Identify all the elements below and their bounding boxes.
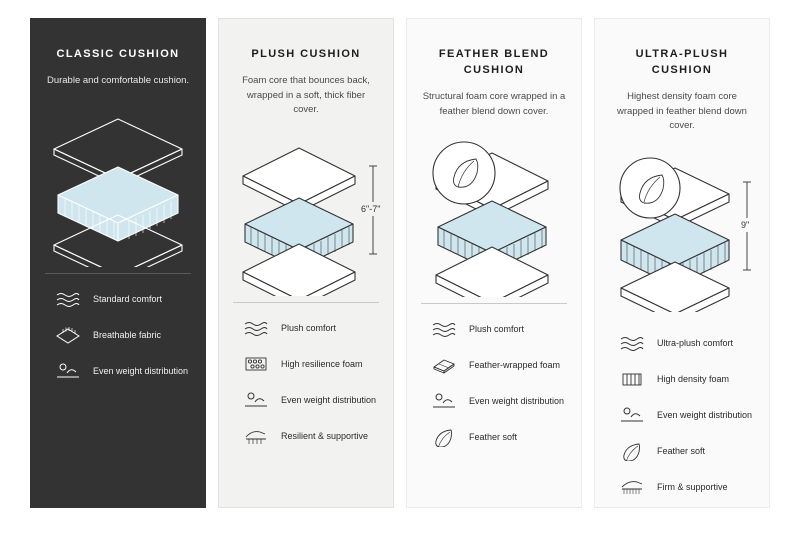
feature-label: Feather-wrapped foam [469, 360, 561, 371]
even-weight-icon [53, 358, 83, 384]
product-card-classic-cushion[interactable] [30, 18, 206, 508]
feature-label: Even weight distribution [93, 365, 189, 376]
product-card-ultra-plush-cushion[interactable] [594, 18, 770, 508]
divider [233, 302, 379, 303]
feature-label: Firm & supportive [657, 481, 728, 492]
feature-label: Even weight distribution [281, 395, 377, 406]
card-title: FEATHER BLEND CUSHION [438, 48, 550, 76]
divider [421, 303, 567, 304]
feature-item [429, 424, 567, 450]
feature-label: Plush comfort [469, 324, 525, 335]
cushion-layer-illustration [229, 126, 383, 296]
feature-item [53, 286, 191, 312]
dimension-label: 6"-7" [361, 204, 381, 215]
feature-item [429, 352, 567, 378]
resilient-support-icon [241, 423, 271, 449]
feature-item [241, 351, 379, 377]
wave-lines-icon [241, 315, 271, 341]
card-subtitle: Durable and comfortable cushion. [46, 74, 190, 86]
feature-label: Standard comfort [93, 293, 163, 304]
card-title: PLUSH CUSHION [251, 48, 361, 60]
wave-lines-icon [53, 286, 83, 312]
breathable-fabric-icon [53, 322, 83, 348]
high-density-foam-icon [617, 366, 647, 392]
feature-item [617, 402, 755, 428]
card-subtitle: Structural foam core wrapped in a feather blend down cover. [422, 90, 566, 117]
feature-label: Even weight distribution [657, 409, 753, 420]
firm-support-icon [617, 474, 647, 500]
feature-label: Ultra-plush comfort [657, 337, 734, 348]
even-weight-icon [429, 388, 459, 414]
feature-label: Even weight distribution [469, 396, 565, 407]
cushion-layer-illustration [605, 142, 759, 312]
feature-item [429, 388, 567, 414]
card-title: CLASSIC CUSHION [56, 48, 180, 60]
feature-list [609, 330, 755, 500]
feature-label: Plush comfort [281, 323, 337, 334]
wave-lines-icon [617, 330, 647, 356]
product-card-plush-cushion[interactable] [218, 18, 394, 508]
feature-item [617, 330, 755, 356]
wave-lines-icon [429, 316, 459, 342]
even-weight-icon [241, 387, 271, 413]
feature-label: Feather soft [657, 445, 706, 456]
feature-item [241, 315, 379, 341]
feature-label: High resilience foam [281, 359, 363, 370]
honeycomb-foam-icon [241, 351, 271, 377]
feature-label: Breathable fabric [93, 329, 162, 340]
feather-icon [617, 438, 647, 464]
card-title: ULTRA-PLUSH CUSHION [635, 48, 729, 76]
divider [45, 273, 191, 274]
feature-label: High density foam [657, 373, 730, 384]
feature-list [233, 315, 379, 449]
feather-icon [429, 424, 459, 450]
feature-item [429, 316, 567, 342]
feature-list [45, 286, 191, 384]
feature-item [617, 438, 755, 464]
even-weight-icon [617, 402, 647, 428]
feature-label: Resilient & supportive [281, 431, 369, 442]
feature-item [53, 358, 191, 384]
dimension-label: 9" [741, 220, 750, 231]
feature-item [617, 474, 755, 500]
feature-label: Feather soft [469, 432, 518, 443]
feature-item [241, 423, 379, 449]
product-card-feather-blend-cushion[interactable] [406, 18, 582, 508]
cushion-layer-illustration [417, 127, 571, 297]
feature-item [617, 366, 755, 392]
feather-wrap-icon [429, 352, 459, 378]
feature-list [421, 316, 567, 450]
feature-item [53, 322, 191, 348]
feature-item [241, 387, 379, 413]
card-subtitle: Foam core that bounces back, wrapped in a soft, thick fiber cover. [242, 74, 370, 116]
cushion-layer-illustration [41, 97, 195, 267]
card-subtitle: Highest density foam core wrapped in feather blend down cover. [617, 90, 747, 132]
